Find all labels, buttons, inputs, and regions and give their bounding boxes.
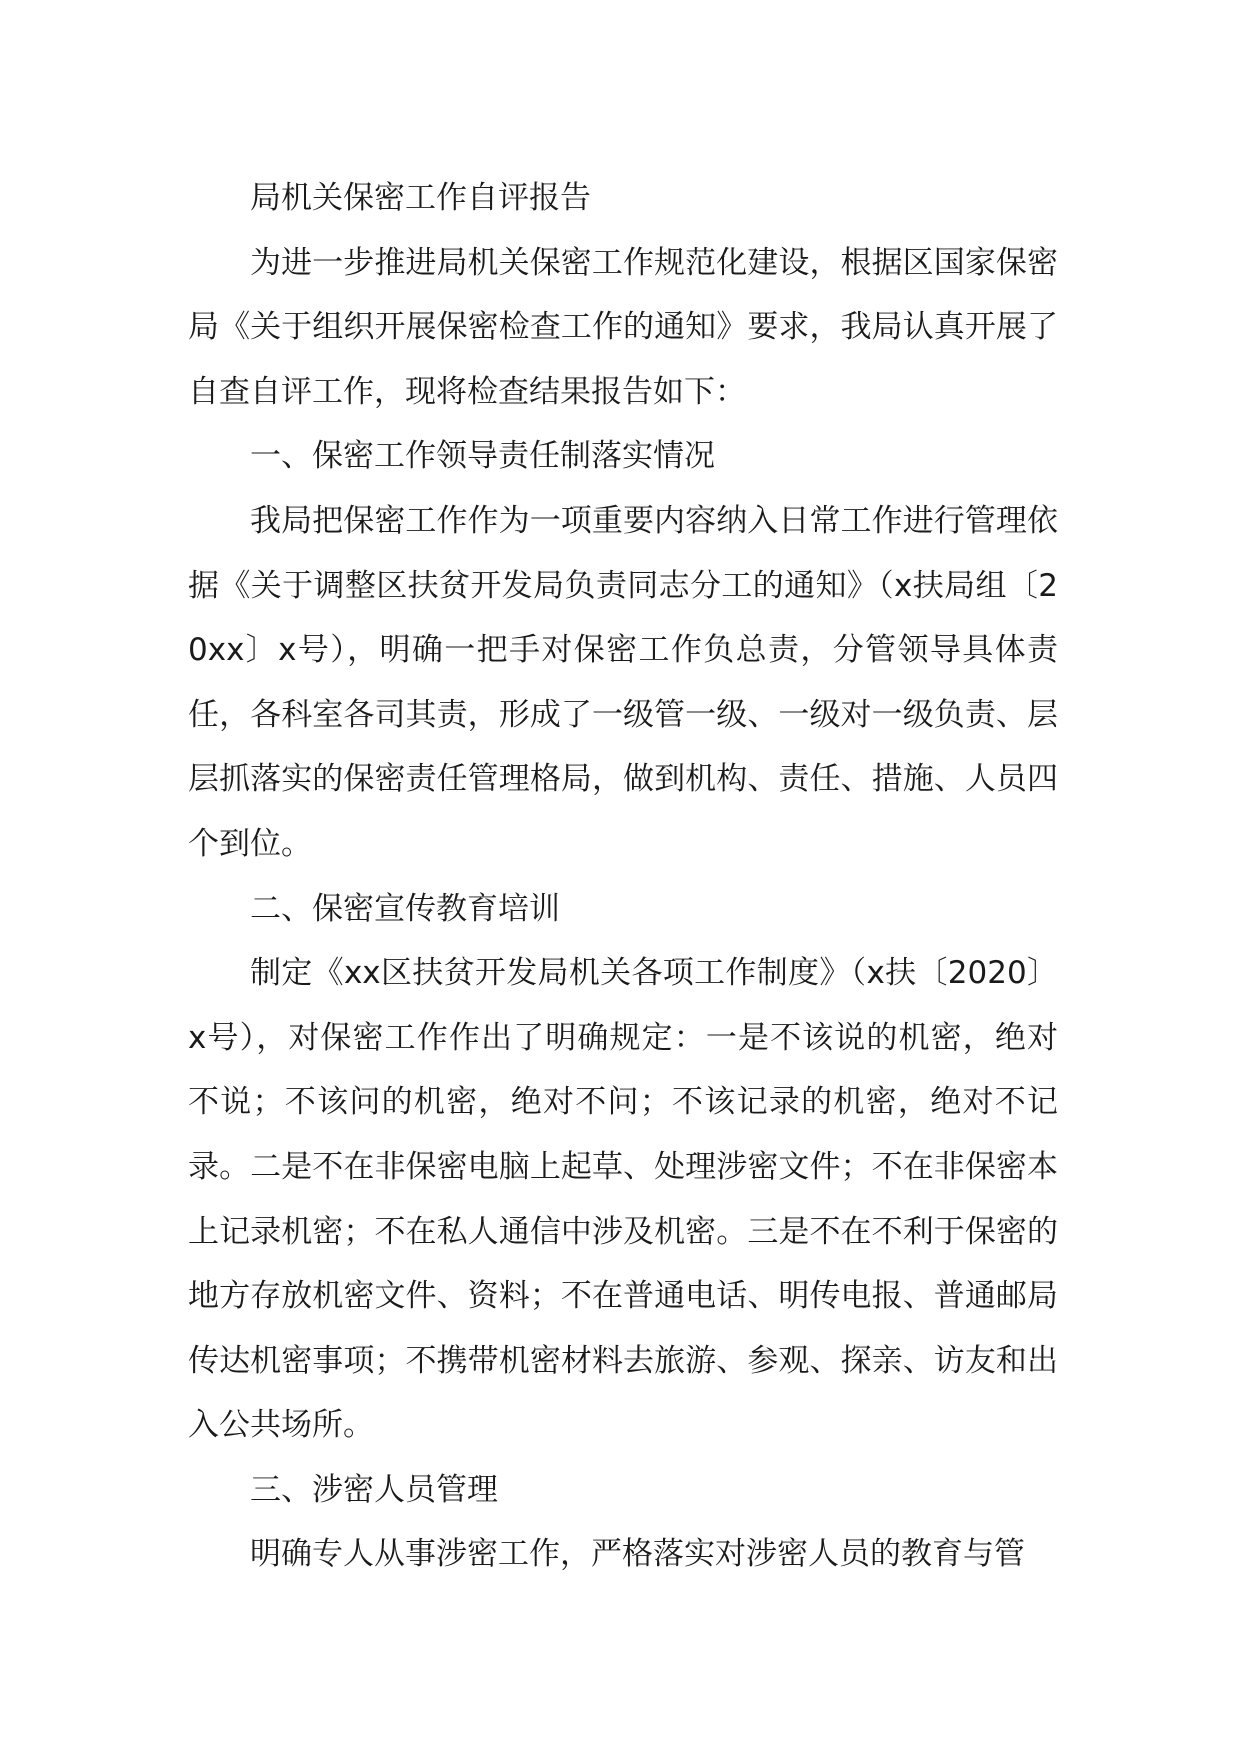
section-3-paragraph: 明确专人从事涉密工作，严格落实对涉密人员的教育与管	[250, 1536, 1025, 1573]
section-1-heading: 一、保密工作领导责任制落实情况	[250, 438, 715, 475]
section-3-heading: 三、涉密人员管理	[250, 1471, 498, 1508]
section-1-paragraph: 我局把保密工作作为一项重要内容纳入日常工作进行管理依据《关于调整区扶贫开发局负责同志分工的通知》（x扶局组〔20xx〕x号），明确一把手对保密工作负总责，分管领导具体责任，各科室各司其责，形成了一级管一级、一级对一级负责、层层抓落实的保密责任管理格局，做到机构、责任、措施、人员四个到位。	[188, 502, 1058, 862]
section-2-heading: 二、保密宣传教育培训	[250, 890, 560, 927]
document-body	[188, 166, 1058, 1587]
document-title: 局机关保密工作自评报告	[250, 180, 591, 216]
intro-paragraph: 为进一步推进局机关保密工作规范化建设，根据区国家保密局《关于组织开展保密检查工作的通知》要求，我局认真开展了自查自评工作，现将检查结果报告如下：	[188, 244, 1058, 410]
section-2-paragraph: 制定《xx区扶贫开发局机关各项工作制度》（x扶〔2020〕x号），对保密工作作出了明确规定：一是不该说的机密，绝对不说；不该问的机密，绝对不问；不该记录的机密，绝对不记录。二是不在非保密电脑上起草、处理涉密文件；不在非保密本上记录机密；不在私人通信中涉及机密。三是不在不利于保密的地方存放机密文件、资料；不在普通电话、明传电报、普通邮局传达机密事项；不携带机密材料去旅游、参观、探亲、访友和出入公共场所。	[188, 955, 1058, 1444]
